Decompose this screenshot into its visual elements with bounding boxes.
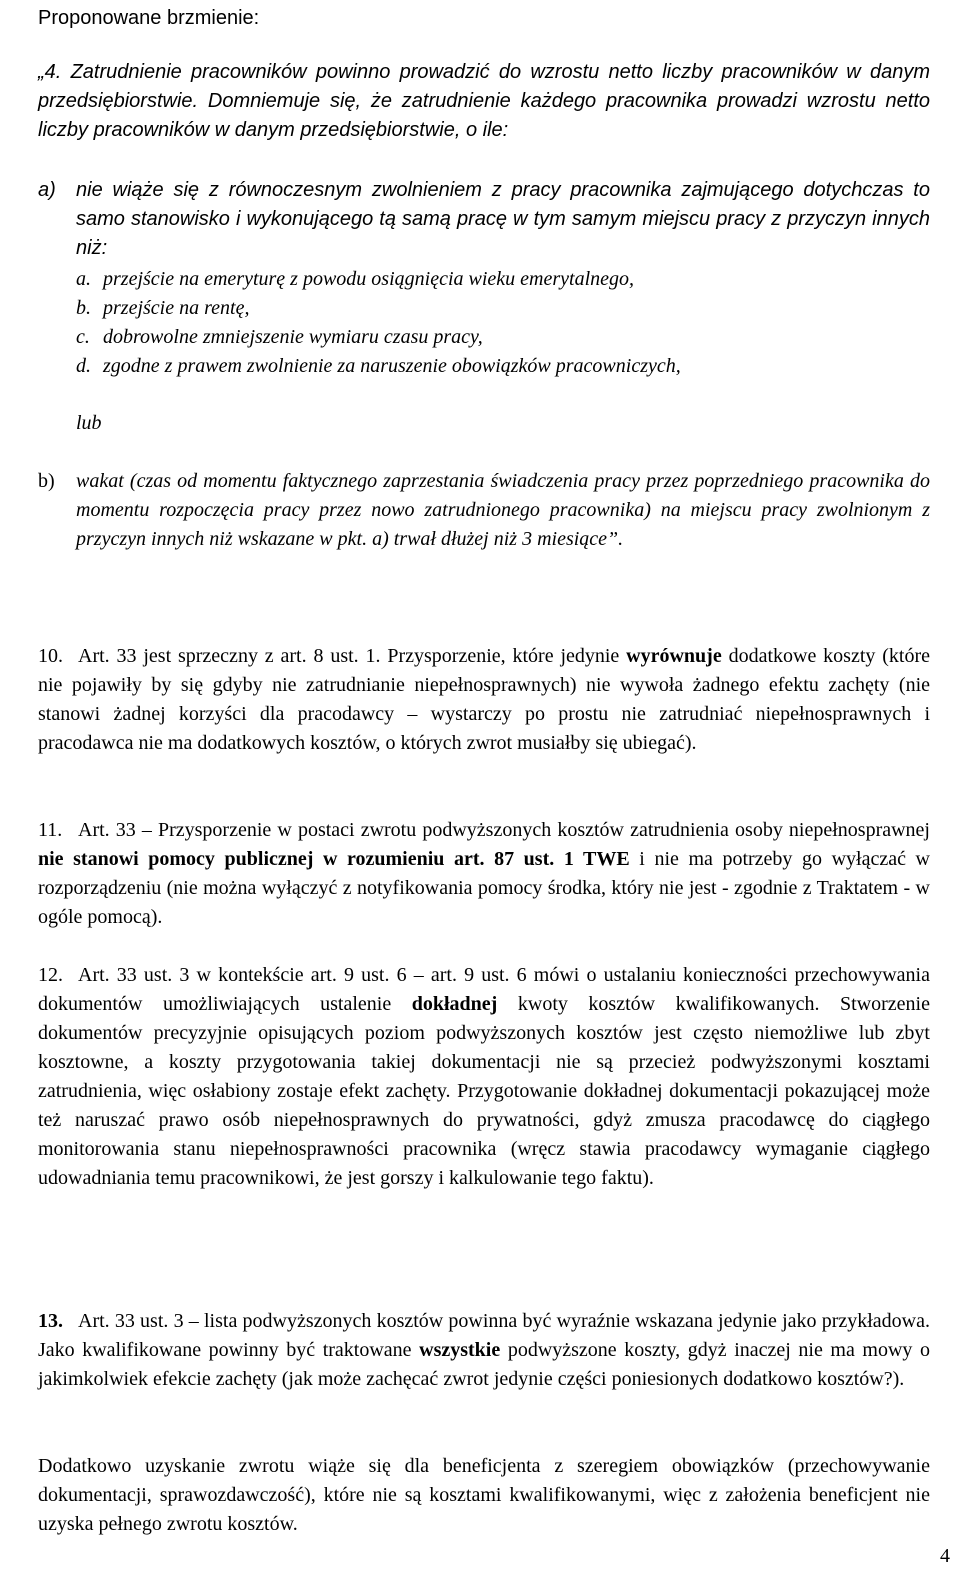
text-run: Art. 33 ust. 3 – lista podwyższonych kosztów powinna być wyraźnie wskazana jedynie jako przykładowa. Jako kwalifikowane powinny być traktowane [38,1310,930,1361]
item-a-text: nie wiąże się z równoczesnym zwolnieniem z pracy pracownika zajmującego dotychczas to samo stanowisko i wykonującego tą samą pracę w tym samym miejscu pracy z przyczyn innych niż: [76,179,930,259]
text-run: dodatkowe koszty (które nie pojawiły by się gdyby nie zatrudnianie niepełnosprawnych) nie wywoła żadnego efektu zachęty (nie stanowi żadnej korzyści dla pracodawcy – wystarczy po prostu nie zatrudniać niepełnosprawnych i pracodawca nie ma dodatkowych kosztów, o których zwrot musiałby się ubiegać). [38,645,930,754]
point-number: 12. [38,964,63,986]
subitem-label: c. [76,326,90,348]
text-run: Art. 33 ust. 3 w kontekście art. 9 ust. 6 – art. 9 ust. 6 mówi o ustalaniu konieczności przechowywania dokumentów umożliwiających ustalenie [38,964,930,1015]
page-number: 4 [940,1545,950,1567]
subitem-text: przejście na rentę, [103,297,250,319]
bold-text-run: nie stanowi pomocy publicznej w rozumieniu art. 87 ust. 1 TWE [38,848,630,870]
point-12-text [38,961,930,1193]
item-b-label: b) [38,470,55,492]
bold-text-run: wszystkie [419,1339,501,1361]
subitem-label: d. [76,355,91,377]
bold-text-run: wyrównuje [626,645,722,667]
proposal-intro: „4. Zatrudnienie pracowników powinno prowadzić do wzrostu netto liczby pracowników w danym przedsiębiorstwie. Domniemuje się, że zatrudnienie każdego pracownika prowadzi wzrostu netto liczby pracowników w danym przedsiębiorstwie, o ile: [38,61,930,141]
subitem-text: zgodne z prawem zwolnienie za naruszenie obowiązków pracowniczych, [103,355,681,377]
point-number: 10. [38,645,63,667]
text-run: Art. 33 – Przysporzenie w postaci zwrotu podwyższonych kosztów zatrudnienia osoby niepełnosprawnej [78,819,930,841]
text-run: Art. 33 jest sprzeczny z art. 8 ust. 1. Przysporzenie, które jedynie [78,645,627,667]
point-10-text [38,642,930,758]
subitem-text: dobrowolne zmniejszenie wymiaru czasu pracy, [103,326,483,348]
bold-text-run: dokładnej [411,993,498,1015]
point-13-text [38,1307,930,1394]
or-connector: lub [76,412,102,434]
point-number: 13. [38,1310,63,1332]
proposed-wording-label: Proponowane brzmienie: [38,7,260,29]
item-b-text: wakat (czas od momentu faktycznego zaprzestania świadczenia pracy przez poprzedniego pracownika do momentu rozpoczęcia pracy przez nowo zatrudnionego pracownika) na miejscu pracy zwolnionym z przyczyn innych niż wskazane w pkt. a) trwał dłużej niż 3 miesiące”. [76,470,930,550]
text-run: podwyższone koszty, gdyż inaczej nie ma mowy o jakimkolwiek efekcie zachęty (jak może zachęcać zwrot jedynie części poniesionych dodatkowo kosztów?). [38,1339,930,1390]
point-number: 11. [38,819,63,841]
point-11-text [38,816,930,932]
text-run: i nie ma potrzeby go wyłączać w rozporządzeniu (nie można wyłączyć z notyfikowania pomocy środka, który nie jest - zgodnie z Traktatem - w ogóle pomocą). [38,848,930,928]
subitem-label: a. [76,268,91,290]
closing-paragraph: Dodatkowo uzyskanie zwrotu wiąże się dla beneficjenta z szeregiem obowiązków (przechowywanie dokumentacji, sprawozdawczość), które nie są kosztami kwalifikowanymi, więc z założenia beneficjent nie uzyska pełnego zwrotu kosztów. [38,1455,930,1535]
subitem-text: przejście na emeryturę z powodu osiągnięcia wieku emerytalnego, [103,268,634,290]
subitem-label: b. [76,297,91,319]
item-a-label: a) [38,179,56,201]
text-run: kwoty kosztów kwalifikowanych. Stworzenie dokumentów precyzyjnie opisujących poziom podwyższonych kosztów jest często niemożliwe lub zbyt kosztowne, a koszty przygotowania takiej dokumentacji nie są przecież podwyższonymi kosztami zatrudnienia, więc osłabiony zostaje efekt zachęty. Przygotowanie dokładnej dokumentacji pokazującej może też naruszać prawo osób niepełnosprawnych do prywatności, gdyż zmusza pracodawcę do ciągłego monitorowania stanu niepełnosprawności pracownika (wręcz stawia pracodawcy wymaganie ciągłego udowadniania temu pracownikowi, że jest gorszy i kalkulowanie tego faktu). [38,993,930,1189]
